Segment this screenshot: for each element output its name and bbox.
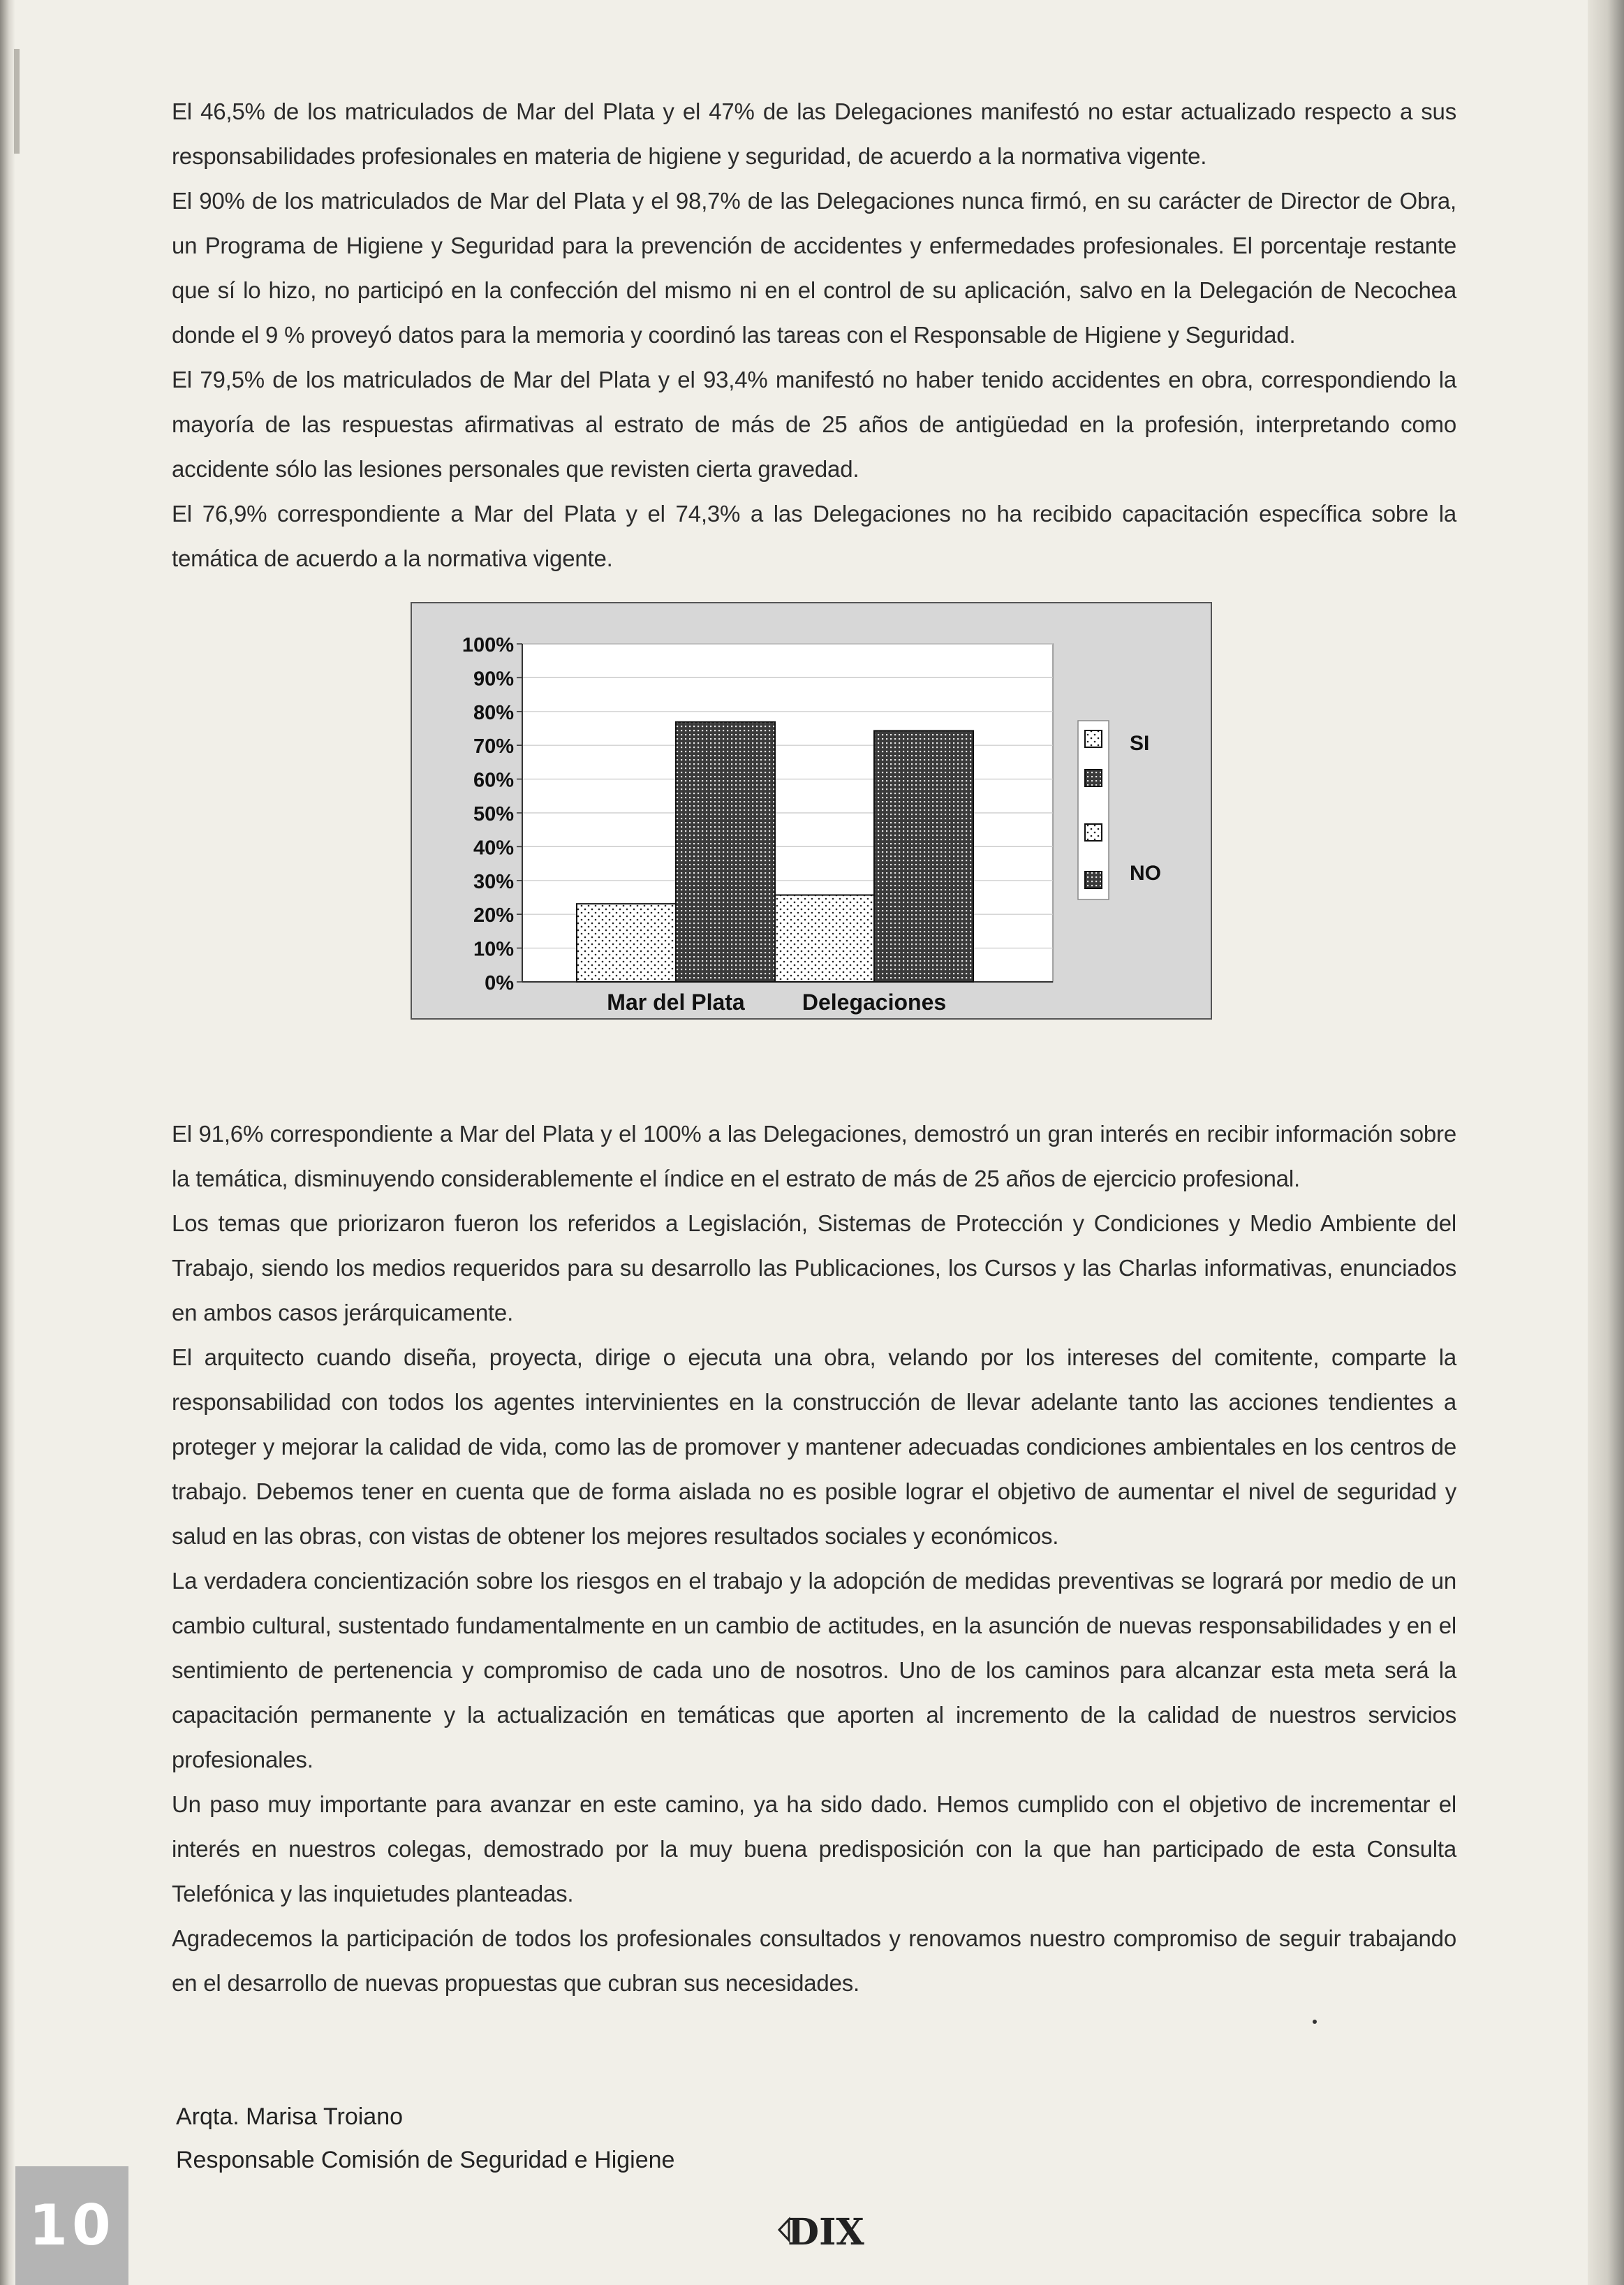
x-category-label: Mar del Plata bbox=[607, 990, 745, 1015]
y-tick-label: 40% bbox=[473, 837, 514, 860]
paragraph: La verdadera concientización sobre los riesgos en el trabajo y la adopción de medidas preventivas se logrará por medio de un cambio cultural, sustentado fundamentalmente en un cambio de actitudes, en la asunción de nuevas responsabilidades y en el sentimiento de pertenencia y compromiso de cada uno de nosotros. Uno de los caminos para alcanzar esta meta será la capacitación permanente y la actualización en temáticas que aporten al incremento de la calidad de nuestros servicios profesionales. bbox=[172, 1568, 1456, 1772]
bar-chart-canvas bbox=[412, 603, 1211, 1018]
paragraph: El arquitecto cuando diseña, proyecta, dirige o ejecuta una obra, velando por los intereses del comitente, comparte la responsabilidad con todos los agentes intervinientes en la construcción de llevar adelante tanto las acciones tendientes a proteger y mejorar la calidad de vida, como las de promover y mantener adecuadas condiciones ambientales en los centros de trabajo. Debemos tener en cuenta que de forma aislada no es posible lograr el objetivo de aumentar el nivel de seguridad y salud en las obras, con vistas de obtener los mejores resultados sociales y económicos. bbox=[172, 1344, 1456, 1549]
y-tick-label: 0% bbox=[485, 972, 514, 994]
y-tick-label: 10% bbox=[473, 938, 514, 961]
paragraph: Los temas que priorizaron fueron los referidos a Legislación, Sistemas de Protección y Condiciones y Medio Ambiente del Trabajo, siendo los medios requeridos para su desarrollo las Publicaciones, los Cursos y las Charlas informativas, enunciados en ambos casos jerárquicamente. bbox=[172, 1210, 1456, 1325]
bar-no-mar-del-plata bbox=[676, 722, 775, 982]
bar-no-delegaciones bbox=[874, 730, 973, 982]
y-tick-label: 80% bbox=[473, 701, 514, 724]
legend-swatch bbox=[1085, 872, 1102, 888]
bar-chart bbox=[411, 602, 1212, 1020]
y-tick-label: 30% bbox=[473, 870, 514, 893]
paragraph: El 90% de los matriculados de Mar del Plata y el 98,7% de las Delegaciones nunca firmó, en su carácter de Director de Obra, un Programa de Higiene y Seguridad para la prevención de accidentes y enfermedades profesionales. El porcentaje restante que sí lo hizo, no participó en la confección del mismo ni en el control de su aplicación, salvo en la Delegación de Necochea donde el 9 % proveyó datos para la memoria y coordinó las tareas con el Responsable de Higiene y Seguridad. bbox=[172, 188, 1456, 348]
y-tick-label: 60% bbox=[473, 769, 514, 792]
bar-si-delegaciones bbox=[775, 895, 874, 982]
legend-swatch bbox=[1085, 730, 1102, 747]
x-category-label: Delegaciones bbox=[802, 990, 947, 1015]
text-block-top bbox=[172, 89, 1456, 581]
legend-label-no: NO bbox=[1130, 862, 1161, 885]
y-tick-label: 100% bbox=[462, 634, 514, 656]
paragraph: El 76,9% correspondiente a Mar del Plata y el 74,3% a las Delegaciones no ha recibido capacitación específica sobre la temática de acuerdo a la normativa vigente. bbox=[172, 501, 1456, 571]
logo-text: DIX bbox=[788, 2211, 864, 2254]
signature-block bbox=[176, 2095, 674, 2182]
page-number: 10 bbox=[29, 2193, 115, 2258]
y-tick-label: 50% bbox=[473, 803, 514, 825]
legend-swatch bbox=[1085, 770, 1102, 786]
paragraph: Agradecemos la participación de todos los profesionales consultados y renovamos nuestro compromiso de seguir trabajando en el desarrollo de nuevas propuestas que cubran sus necesidades. bbox=[172, 1925, 1456, 1996]
paragraph: El 91,6% correspondiente a Mar del Plata y el 100% a las Delegaciones, demostró un gran interés en recibir información sobre la temática, disminuyendo considerablemente el índice en el estrato de más de 25 años de ejercicio profesional. bbox=[172, 1121, 1456, 1191]
stray-dot bbox=[1313, 2020, 1317, 2024]
legend-label-si: SI bbox=[1130, 732, 1150, 755]
paragraph: El 46,5% de los matriculados de Mar del Plata y el 47% de las Delegaciones manifestó no estar actualizado respecto a sus responsabilidades profesionales en materia de higiene y seguridad, de acuerdo a la normativa vigente. bbox=[172, 98, 1456, 169]
paragraph: El 79,5% de los matriculados de Mar del Plata y el 93,4% manifestó no haber tenido accidentes en obra, correspondiendo la mayoría de las respuestas afirmativas al estrato de más de 25 años de antigüedad en la profesión, interpretando como accidente sólo las lesiones personales que revisten cierta gravedad. bbox=[172, 367, 1456, 482]
y-tick-label: 70% bbox=[473, 735, 514, 758]
binding-mark bbox=[14, 49, 20, 154]
paragraph: Un paso muy importante para avanzar en este camino, ya ha sido dado. Hemos cumplido con el objetivo de incrementar el interés en nuestros colegas, demostrado por la muy buena predisposición con la que han participado de esta Consulta Telefónica y las inquietudes planteadas. bbox=[172, 1791, 1456, 1906]
y-tick-label: 20% bbox=[473, 904, 514, 927]
bar-si-mar-del-plata bbox=[577, 904, 676, 982]
y-tick-label: 90% bbox=[473, 668, 514, 691]
text-block-bottom bbox=[172, 1112, 1456, 2006]
dix-logo bbox=[775, 2205, 864, 2254]
page-edge-shadow bbox=[1588, 0, 1624, 2285]
signature-name: Arqta. Marisa Troiano bbox=[176, 2103, 404, 2130]
legend-swatch bbox=[1085, 824, 1102, 841]
page-number-tab bbox=[15, 2166, 128, 2285]
signature-role: Responsable Comisión de Seguridad e Higiene bbox=[176, 2147, 675, 2173]
page-binding-shadow bbox=[0, 0, 15, 2285]
